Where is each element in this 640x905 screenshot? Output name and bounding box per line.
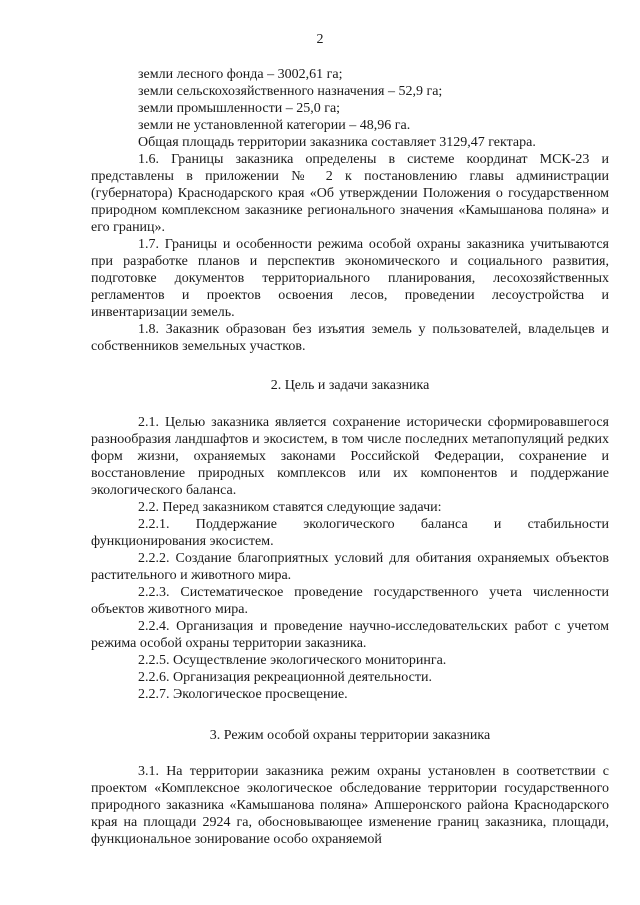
paragraph-2-2-7: 2.2.7. Экологическое просвещение. — [138, 687, 348, 702]
page-number: 2 — [316, 32, 324, 47]
paragraph-2-2-2: 2.2.2. Создание благоприятных условий для обитания охраняемых объектов растительного и животного мира. — [91, 551, 609, 583]
total-area-paragraph: Общая площадь территории заказника составляет 3129,47 гектара. — [138, 135, 536, 150]
paragraph-1-7: 1.7. Границы и особенности режима особой охраны заказника учитываются при разработке планов и перспектив экономического и социального развития, подготовке документов территориального планирования, лесохозяйственных регламентов и проектов освоения лесов, проведении лесоустройства и инвентаризации земель. — [91, 237, 609, 320]
paragraph-2-2-3: 2.2.3. Систематическое проведение государственного учета численности объектов животного мира. — [91, 585, 609, 617]
land-item: земли лесного фонда – 3002,61 га; — [138, 67, 343, 82]
paragraph-2-2-1: 2.2.1. Поддержание экологического баланса и стабильности функционирования экосистем. — [91, 517, 609, 549]
paragraph-1-6: 1.6. Границы заказника определены в системе координат МСК-23 и представлены в приложении № 2 к постановлению главы администрации (губернатора) Краснодарского края «Об утверждении Положения о государственном природном комплексном заказнике регионального значения «Камышанова поляна» и его границ». — [91, 152, 609, 235]
land-item: земли сельскохозяйственного назначения – 52,9 га; — [138, 84, 443, 99]
land-item: земли промышленности – 25,0 га; — [138, 101, 341, 116]
paragraph-3-1: 3.1. На территории заказника режим охраны установлен в соответствии с проектом «Комплексное экологическое обследование территории государственного природного заказника «Камышанова поляна» Апшеронского района Краснодарского края на площади 2924 га, обосновывающее изменение границ заказника, площади, функциональное зонирование особо охраняемой — [91, 764, 609, 847]
paragraph-2-2-4: 2.2.4. Организация и проведение научно-исследовательских работ с учетом режима особой охраны территории заказника. — [91, 619, 609, 651]
land-item: земли не установленной категории – 48,96 га. — [138, 118, 411, 133]
paragraph-2-2: 2.2. Перед заказником ставятся следующие задачи: — [138, 500, 442, 515]
paragraph-2-1: 2.1. Целью заказника является сохранение исторически сформировавшегося разнообразия ландшафтов и экосистем, в том числе последних метапопуляций редких форм жизни, охраняемых законами Российской Федерации, сохранение и восстановление природных комплексов или их компонентов и поддержание экологического баланса. — [91, 415, 609, 498]
paragraph-1-8: 1.8. Заказник образован без изъятия земель у пользователей, владельцев и собственников земельных участков. — [91, 322, 609, 354]
section-heading-3: 3. Режим особой охраны территории заказника — [209, 728, 491, 743]
paragraph-2-2-5: 2.2.5. Осуществление экологического мониторинга. — [138, 653, 447, 668]
document-body — [91, 66, 609, 848]
paragraph-2-2-6: 2.2.6. Организация рекреационной деятельности. — [138, 670, 432, 685]
section-heading-2: 2. Цель и задачи заказника — [270, 378, 430, 393]
